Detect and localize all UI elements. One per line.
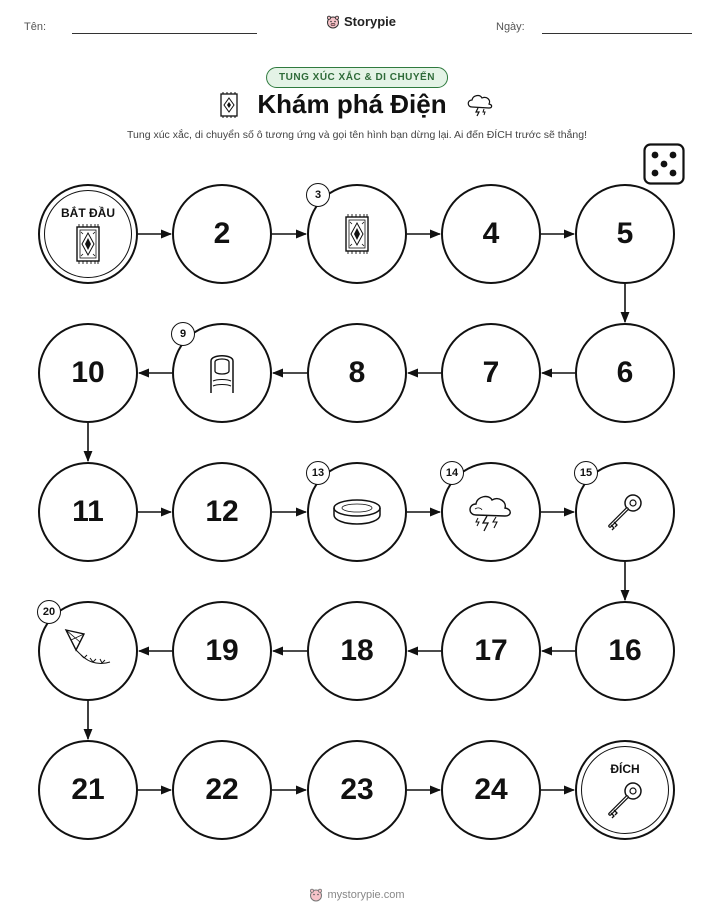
board-space <box>441 601 541 701</box>
space-number: 7 <box>482 356 500 389</box>
footer-site: mystorypie.com <box>327 889 405 901</box>
fingernail-icon <box>207 351 237 400</box>
board-space <box>38 462 138 562</box>
board-space <box>307 740 407 840</box>
pig-mascot-icon <box>309 888 323 902</box>
board-space <box>172 740 272 840</box>
soap-bar-icon <box>331 497 383 532</box>
space-number: 4 <box>482 217 500 250</box>
board-space <box>172 184 272 284</box>
brand-name: Storypie <box>344 14 397 29</box>
board-space <box>307 462 407 562</box>
finish-space <box>575 740 675 840</box>
board-space <box>575 184 675 284</box>
space-number: 19 <box>205 634 239 667</box>
board-space <box>38 601 138 701</box>
finish-label: ĐÍCH <box>610 762 640 776</box>
space-number-badge: 14 <box>440 461 464 485</box>
page-title: Khám phá Điện <box>257 89 447 119</box>
board-space <box>575 601 675 701</box>
space-number-badge: 3 <box>306 183 330 207</box>
start-label: BẮT ĐẦU <box>61 206 115 220</box>
space-number: 21 <box>71 773 105 806</box>
instructions-text: Tung xúc xắc, di chuyển số ô tương ứng và gọi tên hình bạn dừng lại. Ai đến ĐÍCH trước sẽ thắng! <box>126 129 587 141</box>
rug-icon <box>75 223 101 270</box>
board-space <box>441 740 541 840</box>
space-number: 10 <box>71 356 105 389</box>
space-number: 23 <box>340 773 374 806</box>
space-number-badge: 13 <box>306 461 330 485</box>
board-space <box>307 184 407 284</box>
space-number: 24 <box>474 773 508 806</box>
board-space <box>441 462 541 562</box>
space-number: 18 <box>340 634 374 667</box>
board-space <box>307 323 407 423</box>
key-icon <box>605 492 645 537</box>
board-space <box>575 462 675 562</box>
kite-icon <box>62 626 114 681</box>
space-number: 6 <box>616 356 634 389</box>
storm-cloud-icon <box>465 491 517 538</box>
board-space <box>38 740 138 840</box>
footer <box>0 888 714 902</box>
rug-icon <box>344 213 370 260</box>
space-number: 5 <box>616 217 634 250</box>
board-space <box>172 601 272 701</box>
space-number: 12 <box>205 495 239 528</box>
space-number: 17 <box>474 634 508 667</box>
key-icon <box>605 780 645 825</box>
space-number-badge: 20 <box>37 600 61 624</box>
name-label: Tên: <box>24 21 47 33</box>
space-number: 16 <box>608 634 642 667</box>
space-number: 22 <box>205 773 239 806</box>
space-number: 8 <box>348 356 366 389</box>
space-number-badge: 9 <box>171 322 195 346</box>
activity-type-badge: TUNG XÚC XẮC & DI CHUYỂN <box>266 67 448 88</box>
start-space <box>38 184 138 284</box>
board-space <box>38 323 138 423</box>
space-number: 2 <box>213 217 231 250</box>
space-number-badge: 15 <box>574 461 598 485</box>
board-space <box>172 323 272 423</box>
board-space <box>441 323 541 423</box>
board-space <box>575 323 675 423</box>
board-space <box>307 601 407 701</box>
board-space <box>441 184 541 284</box>
date-label: Ngày: <box>496 21 525 33</box>
space-number: 11 <box>72 495 104 528</box>
board-space <box>172 462 272 562</box>
